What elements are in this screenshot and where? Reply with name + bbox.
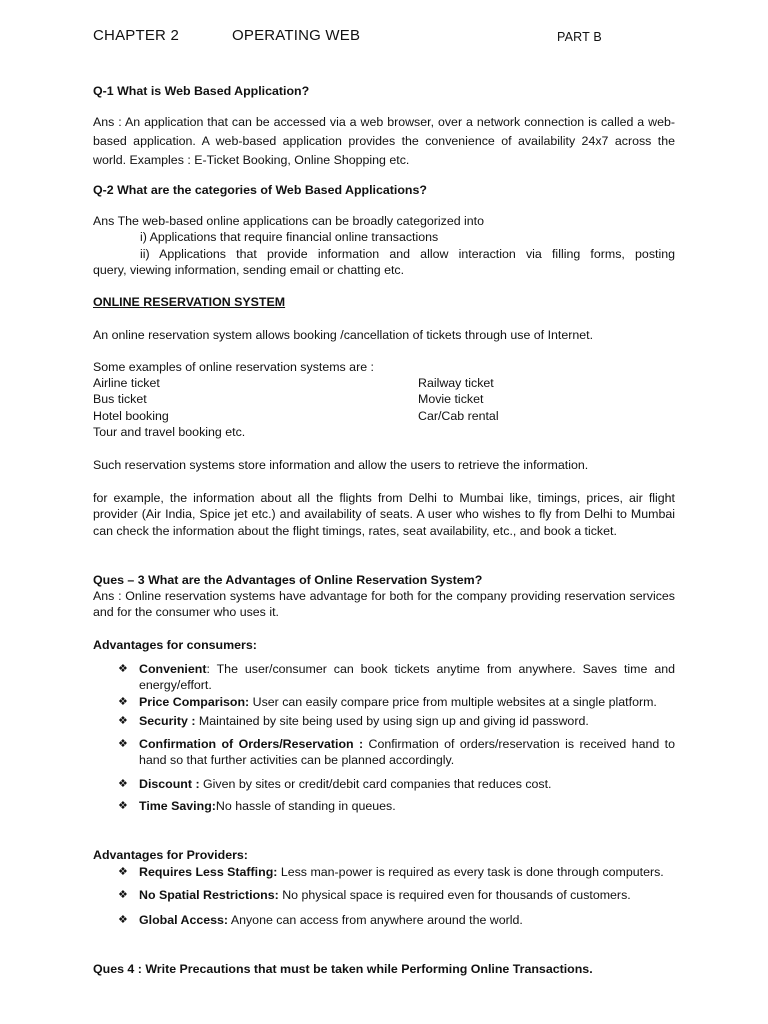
item-term: Security : <box>139 713 196 728</box>
ors-example-paragraph: for example, the information about all the flights from Delhi to Mumbai like, timings, prices, air flight provider (Air India, Spice jet etc.) and availability of seats. A user who wishes to fly from Delhi to Mumbai can check the information about the flight timings, rates, seat availability, etc., and book a ticket. <box>93 491 675 538</box>
ors-examples <box>93 375 675 440</box>
example-item: Railway ticket <box>418 376 494 390</box>
item-text: No physical space is required even for thousands of customers. <box>278 888 631 903</box>
ors-description: An online reservation system allows booking /cancellation of tickets through use of Internet. <box>93 328 594 342</box>
item-term: No Spatial Restrictions: <box>139 888 279 903</box>
item-text: Anyone can access from anywhere around the world. <box>228 912 523 927</box>
list-item <box>118 864 675 880</box>
diamond-bullet-icon: ❖ <box>118 913 128 926</box>
example-item: Hotel booking <box>93 408 169 423</box>
example-item: Movie ticket <box>418 392 484 407</box>
q2-intro: Ans The web-based online applications can be broadly categorized into <box>93 214 485 228</box>
diamond-bullet-icon: ❖ <box>118 695 128 708</box>
ors-store-text: Such reservation systems store information and allow the users to retrieve the information. <box>93 458 589 472</box>
diamond-bullet-icon: ❖ <box>118 777 128 790</box>
diamond-bullet-icon: ❖ <box>118 714 128 727</box>
example-item: Airline ticket <box>93 376 160 390</box>
item-term: Global Access: <box>139 912 229 927</box>
q4-question: Ques 4 : Write Precautions that must be taken while Performing Online Transactions. <box>93 962 593 976</box>
q1-answer: Ans : An application that can be accessed via a web browser, over a network connection is called a web-based application. A web-based application provides the convenience of availability 24x7 across the world. Examples : E-Ticket Booking, Online Shopping etc. <box>93 115 675 167</box>
q2-item-2-continued: query, viewing information, sending email or chatting etc. <box>93 262 405 277</box>
example-item: Bus ticket <box>93 392 147 407</box>
ors-heading: ONLINE RESERVATION SYSTEM <box>93 295 286 309</box>
q2-item-1: i) Applications that require financial online transactions <box>140 230 439 245</box>
q3-question: Ques – 3 What are the Advantages of Online Reservation System? <box>93 573 483 587</box>
item-term: Convenient <box>139 662 207 676</box>
provider-advantages-list <box>118 864 675 928</box>
item-term: Confirmation of Orders/Reservation : <box>139 737 364 752</box>
diamond-bullet-icon: ❖ <box>118 800 128 813</box>
q1-question: Q-1 What is Web Based Application? <box>93 84 310 98</box>
item-term: Requires Less Staffing: <box>139 865 278 879</box>
diamond-bullet-icon: ❖ <box>118 738 128 751</box>
item-term: Time Saving: <box>139 799 216 814</box>
item-text: Less man-power is required as every task is done through computers. <box>277 865 664 879</box>
ors-examples-intro: Some examples of online reservation systems are : <box>93 360 374 374</box>
list-item <box>118 776 675 792</box>
list-item <box>118 661 675 694</box>
providers-heading: Advantages for Providers: <box>93 848 248 862</box>
list-item <box>118 713 675 729</box>
diamond-bullet-icon: ❖ <box>118 889 128 902</box>
diamond-bullet-icon: ❖ <box>118 866 128 878</box>
list-item <box>118 887 675 903</box>
item-term: Price Comparison: <box>139 694 250 709</box>
chapter-title: OPERATING WEB <box>232 27 361 44</box>
consumer-advantages-list <box>118 661 675 814</box>
consumers-heading: Advantages for consumers: <box>93 638 257 652</box>
part-label: PART B <box>557 30 602 44</box>
item-text: User can easily compare price from multiple websites at a single platform. <box>249 694 657 709</box>
list-item <box>118 912 675 928</box>
item-text: No hassle of standing in queues. <box>215 799 396 814</box>
diamond-bullet-icon: ❖ <box>118 663 128 675</box>
example-item: Car/Cab rental <box>418 408 499 423</box>
q3-answer: Ans : Online reservation systems have advantage for both for the company providing reservation services and for the consumer who uses it. <box>93 589 675 620</box>
list-item <box>118 694 675 710</box>
item-text: Given by sites or credit/debit card companies that reduces cost. <box>199 776 552 791</box>
q2-answer <box>93 213 675 278</box>
chapter-label: CHAPTER 2 <box>93 27 179 44</box>
item-text: Confirmation of orders/reservation is received hand to hand so that further activities can be planned accordingly. <box>139 737 675 768</box>
q2-question: Q-2 What are the categories of Web Based Applications? <box>93 183 427 197</box>
item-term: Discount : <box>139 776 200 791</box>
list-item <box>118 798 675 814</box>
q2-item-2: ii) Applications that provide information and allow interaction via filling forms, posting <box>140 246 675 261</box>
item-text: Maintained by site being used by using sign up and giving id password. <box>195 713 589 728</box>
example-item: Tour and travel booking etc. <box>93 424 246 439</box>
list-item <box>118 736 675 769</box>
item-text: : The user/consumer can book tickets anytime from anywhere. Saves time and energy/effort. <box>139 662 675 693</box>
